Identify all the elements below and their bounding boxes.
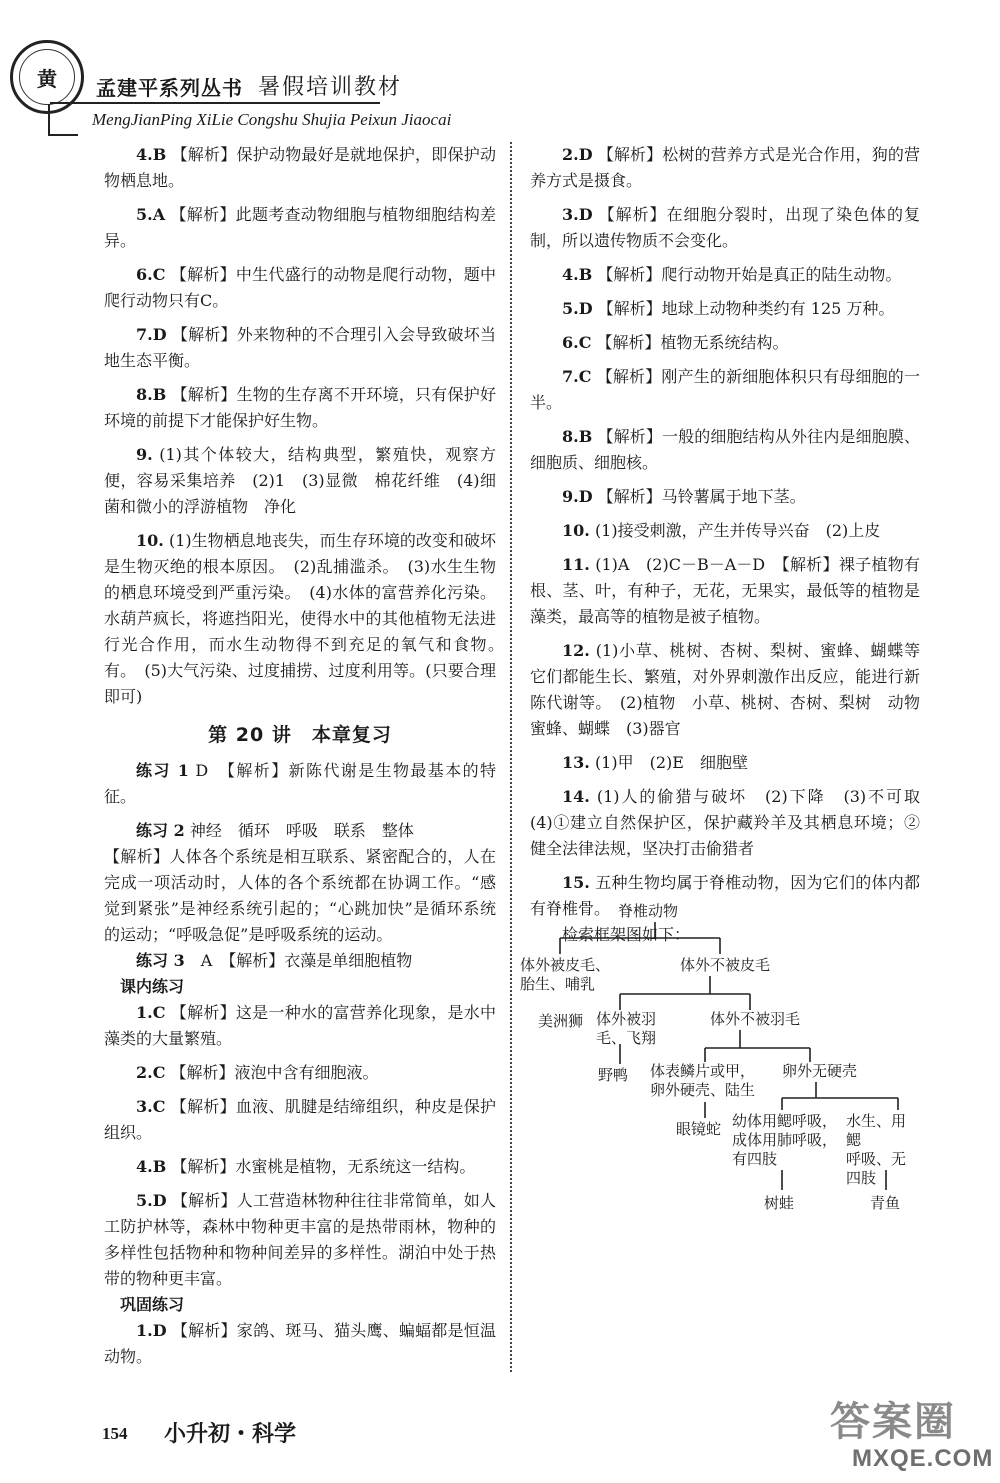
item-number: 11. <box>562 555 590 574</box>
answer-item <box>530 142 920 194</box>
answer-item <box>104 382 496 434</box>
item-number: 4.B <box>562 265 593 284</box>
item-text: 神经 循环 呼吸 联系 整体 <box>189 821 414 840</box>
item-text: 【解析】人工营造林物种往往非常简单，如人工防护林等，森林中物种更丰富的是热带雨林，物种的多样性包括物种和物种间差异的多样性。湖泊中处于热带的物种更丰富。 <box>104 1191 496 1288</box>
series-name: 孟建平系列丛书 <box>96 78 243 100</box>
item-number: 10. <box>136 531 164 550</box>
item-text: 【解析】水蜜桃是植物，无系统这一结构。 <box>171 1157 476 1176</box>
watermark-logo: 答案圈 <box>830 1399 956 1445</box>
consolidate-title: 巩固练习 <box>120 1295 185 1314</box>
practice-list <box>104 758 496 844</box>
node-frog-trait: 幼体用鳃呼吸， 成体用肺呼吸， 有四肢 <box>732 1112 838 1168</box>
item-number: 10. <box>562 521 590 540</box>
practice-2-analysis: 【解析】人体各个系统是相互联系、紧密配合的，人在完成一项活动时，人体的各个系统都在协调工作。“感觉到紧张”是神经系统引起的；“心跳加快”是循环系统的运动；“呼吸急促”是呼吸系统的运动。 <box>104 847 496 944</box>
item-text: 【解析】保护动物最好是就地保护，即保护动物栖息地。 <box>104 145 496 190</box>
item-number: 5.D <box>562 299 593 318</box>
item-text: 【解析】中生代盛行的动物是爬行动物，题中爬行动物只有C。 <box>104 265 496 310</box>
answer-item <box>530 484 920 510</box>
item-number: 1.D <box>136 1321 167 1340</box>
header-bracket <box>48 104 78 136</box>
section-title: 第 20 讲 本章复习 <box>208 724 392 746</box>
answer-item <box>530 330 920 356</box>
right-column <box>530 142 937 948</box>
item-text: 【解析】地球上动物种类约有 125 万种。 <box>597 299 895 318</box>
practice-item <box>104 818 496 844</box>
item-text: 【解析】在细胞分裂时，出现了染色体的复制，所以遗传物质不会变化。 <box>530 205 920 250</box>
item-text: (1)A (2)C－B－A－D 【解析】裸子植物有根、茎、叶，有种子，无花，无果实，最低等的植物是藻类，最高等的植物是被子植物。 <box>530 555 920 626</box>
item-text: 【解析】植物无系统结构。 <box>596 333 789 352</box>
node-feather-yes: 体外被羽 毛、飞翔 <box>596 1010 657 1047</box>
item-text: 【解析】刚产生的新细胞体积只有母细胞的一半。 <box>530 367 920 412</box>
answer-item <box>530 784 937 862</box>
item-text: (1)接受刺激，产生并传导兴奋 (2)上皮 <box>594 521 881 540</box>
node-fish-trait: 水生、用鳃 呼吸、无 四肢 <box>846 1112 907 1187</box>
answer-item <box>104 262 496 314</box>
item-text: 【解析】一般的细胞结构从外往内是细胞膜、细胞质、细胞核。 <box>530 427 920 472</box>
item-number: 4.B <box>136 145 167 164</box>
answer-item <box>104 442 496 520</box>
answer-item <box>104 528 513 710</box>
item-text: 【解析】家鸽、斑马、猫头鹰、蝙蝠都是恒温动物。 <box>104 1321 496 1366</box>
item-number: 5.D <box>136 1191 167 1210</box>
item-text: 【解析】外来物种的不合理引入会导致破坏当地生态平衡。 <box>104 325 496 370</box>
item-number: 6.C <box>136 265 166 284</box>
item-number: 13. <box>562 753 590 772</box>
consolidate-item <box>104 1318 496 1370</box>
item-number: 练习 2 <box>136 821 185 840</box>
item-text: (1)其个体较大，结构典型，繁殖快，观察方便，容易采集培养 (2)1 (3)显微 棉花纤维 (4)细菌和微小的浮游植物 净化 <box>104 445 496 516</box>
item-number: 7.C <box>562 367 592 386</box>
item-number: 1.C <box>136 1003 166 1022</box>
left-column <box>104 142 513 1370</box>
answer-item <box>104 202 496 254</box>
answer-item <box>530 424 920 476</box>
in-class-item <box>104 1060 496 1086</box>
answer-item <box>530 750 920 776</box>
in-class-item <box>104 1154 496 1180</box>
book-title: 小升初・科学 <box>164 1422 297 1447</box>
node-fur-no: 体外不被皮毛 <box>680 956 771 974</box>
item-text: (1)生物栖息地丧失，而生存环境的改变和破坏是生物灭绝的根本原因。 (2)乱捕滥杀。 (3)水生生物的栖息环境受到严重污染。 (4)水体的富营养化污染。水葫芦疯长，将遮挡阳光，使得水中的其他植物无法进行光合作用，而水生动物得不到充足的氧气和食物。 有。 (5)大气污染、过度捕捞、过度利用等。(只要合理即可) <box>104 531 513 706</box>
item-text: 【解析】液泡中含有细胞液。 <box>170 1063 379 1082</box>
item-number: 14. <box>562 787 590 806</box>
item-text: 【解析】此题考查动物细胞与植物细胞结构差异。 <box>104 205 496 250</box>
item-number: 4.B <box>136 1157 167 1176</box>
item-number: 8.B <box>136 385 167 404</box>
header-pinyin: MengJianPing XiLie Congshu Shujia Peixun Jiaocai <box>92 110 452 129</box>
in-class-list <box>104 1000 496 1292</box>
in-class-item <box>104 1094 496 1146</box>
item-number: 9. <box>136 445 153 464</box>
material-type: 暑假培训教材 <box>258 74 403 99</box>
answer-item <box>530 518 920 544</box>
item-text: 【解析】松树的营养方式是光合作用，狗的营养方式是摄食。 <box>530 145 920 190</box>
item-number: 3.D <box>562 205 593 224</box>
item-number: 12. <box>562 641 590 660</box>
column-divider <box>510 142 512 1372</box>
item-text: D 【解析】新陈代谢是生物最基本的特征。 <box>104 761 496 806</box>
logo-emblem: 黄 <box>19 49 75 105</box>
item-text: 【解析】马铃薯属于地下茎。 <box>597 487 806 506</box>
practice-3: 练习 3 A 【解析】衣藻是单细胞植物 <box>136 951 413 970</box>
node-snake: 眼镜蛇 <box>676 1120 722 1138</box>
answer-list-right <box>530 142 937 922</box>
item-text: 【解析】生物的生存离不开环境，只有保护好环境的前提下才能保护好生物。 <box>104 385 496 430</box>
item-number: 练习 1 <box>136 761 189 780</box>
answer-item <box>104 322 496 374</box>
item-number: 2.D <box>562 145 593 164</box>
item-number: 15. <box>562 873 590 892</box>
node-fur-yes: 体外被皮毛、 胎生、哺乳 <box>520 956 611 993</box>
node-duck: 野鸭 <box>598 1066 629 1084</box>
practice-item <box>104 758 496 810</box>
answer-list-top <box>104 142 513 710</box>
node-no-shell: 卵外无硬壳 <box>782 1062 858 1080</box>
diagram-intro: 检索框架图如下： <box>562 925 691 944</box>
classification-diagram <box>520 898 920 1218</box>
consolidate-list <box>104 1318 496 1370</box>
item-text: 【解析】血液、肌腱是结缔组织，种皮是保护组织。 <box>104 1097 496 1142</box>
item-number: 5.A <box>136 205 166 224</box>
watermark-site: MXQE.COM <box>852 1445 994 1472</box>
answer-item <box>530 364 920 416</box>
item-text: (1)人的偷猎与破坏 (2)下降 (3)不可取 (4)①建立自然保护区，保护藏羚羊及其栖息环境；②健全法律法规，坚决打击偷猎者 <box>530 787 937 858</box>
answer-item <box>530 262 920 288</box>
item-number: 9.D <box>562 487 593 506</box>
node-scale-shell: 体表鳞片或甲， 卵外硬壳、陆生 <box>650 1062 756 1099</box>
page-number: 154 <box>102 1424 128 1443</box>
item-number: 2.C <box>136 1063 166 1082</box>
header-rule <box>50 102 380 104</box>
item-text: 【解析】爬行动物开始是真正的陆生动物。 <box>597 265 902 284</box>
node-fish: 青鱼 <box>870 1194 901 1212</box>
item-text: (1)小草、桃树、杏树、梨树、蜜蜂、蝴蝶等它们都能生长、繁殖，对外界刺激作出反应，能进行新陈代谢等。 (2)植物 小草、桃树、杏树、梨树 动物 蜜蜂、蝴蝶 (3)器官 <box>530 641 937 738</box>
node-vertebrates: 脊椎动物 <box>618 902 679 920</box>
answer-item <box>530 552 920 630</box>
item-text: 五种生物均属于脊椎动物，因为它们的体内都有脊椎骨。 <box>530 873 920 918</box>
node-frog: 树蛙 <box>764 1194 795 1212</box>
item-number: 6.C <box>562 333 592 352</box>
answer-item <box>530 202 920 254</box>
in-class-item <box>104 1188 496 1292</box>
answer-item <box>530 296 920 322</box>
item-number: 8.B <box>562 427 593 446</box>
node-lion: 美洲狮 <box>538 1012 584 1030</box>
answer-item <box>530 638 937 742</box>
in-class-title: 课内练习 <box>120 977 185 996</box>
item-text: 【解析】这是一种水的富营养化现象，是水中藻类的大量繁殖。 <box>104 1003 496 1048</box>
item-number: 3.C <box>136 1097 166 1116</box>
answer-item <box>104 142 496 194</box>
node-feather-no: 体外不被羽毛 <box>710 1010 801 1028</box>
item-number: 7.D <box>136 325 167 344</box>
in-class-item <box>104 1000 496 1052</box>
item-text: (1)甲 (2)E 细胞壁 <box>594 753 748 772</box>
